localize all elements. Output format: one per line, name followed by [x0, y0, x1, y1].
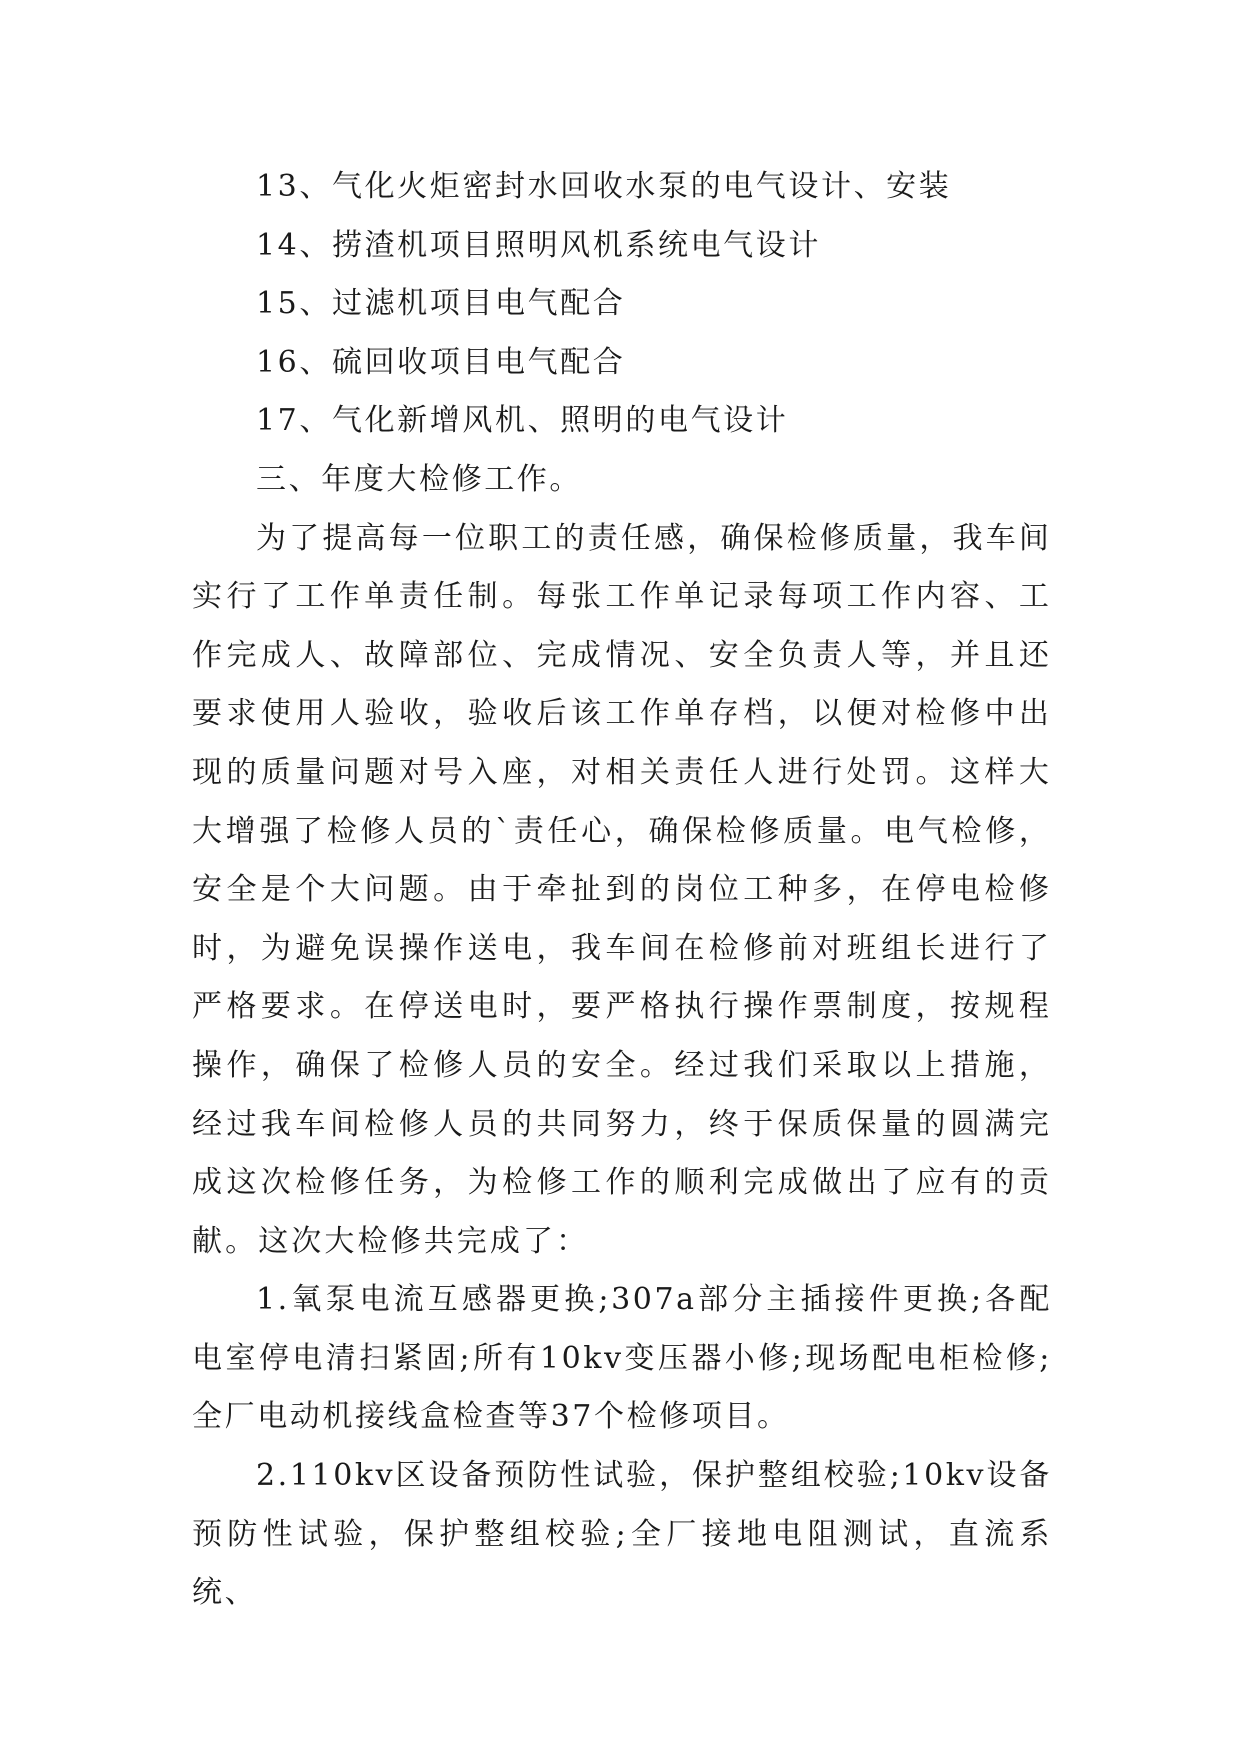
list-item-16: 16、硫回收项目电气配合	[256, 344, 626, 380]
list-item-13: 13、气化火炬密封水回收水泵的电气设计、安装	[256, 169, 952, 204]
paragraph-item-2: 2.110kv区设备预防性试验，保护整组校验;10kv设备预防性试验，保护整组校验;全厂接地电阻测试，直流系统、	[192, 1458, 1052, 1611]
section-heading: 三、年度大检修工作。	[256, 461, 582, 497]
document-body	[192, 158, 1052, 1623]
list-item-14: 14、捞渣机项目照明风机系统电气设计	[256, 227, 821, 263]
paragraph-item-1: 1.氧泵电流互感器更换;307a部分主插接件更换;各配电室停电清扫紧固;所有10kv变压器小修;现场配电柜检修;全厂电动机接线盒检查等37个检修项目。	[192, 1282, 1052, 1435]
list-item-15: 15、过滤机项目电气配合	[256, 286, 626, 322]
list-item-17: 17、气化新增风机、照明的电气设计	[256, 403, 789, 439]
paragraph-responsibility: 为了提高每一位职工的责任感，确保检修质量，我车间实行了工作单责任制。每张工作单记录每项工作内容、工作完成人、故障部位、完成情况、安全负责人等，并且还要求使用人验收，验收后该工作单存档，以便对检修中出现的质量问题对号入座，对相关责任人进行处罚。这样大大增强了检修人员的`责任心，确保检修质量。电气检修，安全是个大问题。由于牵扯到的岗位工种多，在停电检修时，为避免误操作送电，我车间在检修前对班组长进行了严格要求。在停送电时，要严格执行操作票制度，按规程操作，确保了检修人员的安全。经过我们采取以上措施，经过我车间检修人员的共同努力，终于保质保量的圆满完成这次检修任务，为检修工作的顺利完成做出了应有的贡献。这次大检修共完成了：	[192, 520, 1052, 1259]
